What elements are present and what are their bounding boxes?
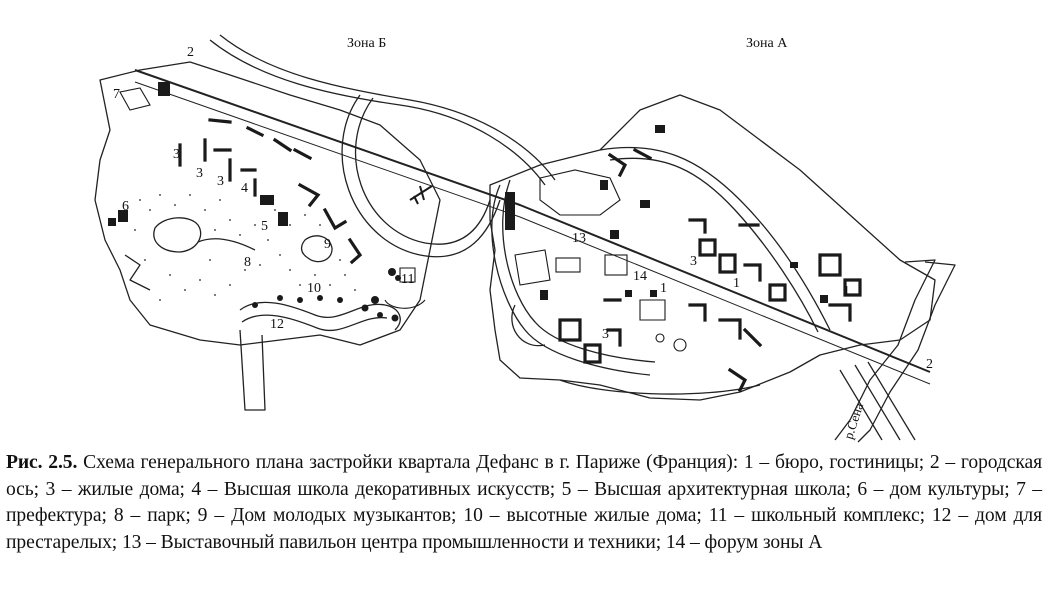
marker-housing-4: 3 <box>690 254 697 269</box>
marker-arts-school: 4 <box>241 181 248 196</box>
marker-school-complex: 11 <box>401 272 415 287</box>
marker-architecture-school: 5 <box>261 219 268 234</box>
marker-offices-2: 1 <box>733 276 740 291</box>
marker-housing-3: 3 <box>217 174 224 189</box>
marker-axis-west: 2 <box>187 45 194 60</box>
marker-exhibition-pavilion: 13 <box>572 231 586 246</box>
marker-housing-5: 3 <box>602 327 609 342</box>
marker-highrise-housing: 10 <box>307 281 321 296</box>
river-label: р.Сена <box>840 401 867 441</box>
marker-offices-3: 1 <box>843 284 850 299</box>
marker-culture-house: 6 <box>122 199 129 214</box>
zone-b-label: Зона Б <box>347 36 387 51</box>
figure-caption-text: Схема генерального плана застройки квартала Дефанс в г. Париже (Франция): 1 – бюро, гостиницы; 2 – городская ось; 3 – жилые дома; 4 – Высшая школа декоративных искусств; 5 – Высшая архитектурная школа; 6 – дом культуры; 7 – префектура; 8 – парк; 9 – Дом молодых музыкантов; 10 – высотные жилые дома; 11 – школьный комплекс; 12 – дом для престарелых; 13 – Выставочный павильон центра промышленности и техники; 14 – форум зоны А <box>6 452 1042 553</box>
zone-a-label: Зона А <box>746 36 788 51</box>
figure-caption <box>6 450 1042 556</box>
marker-musicians-house: 9 <box>324 237 331 252</box>
marker-housing-2: 3 <box>196 166 203 181</box>
marker-park: 8 <box>244 255 251 270</box>
airplane-icon <box>410 186 432 204</box>
marker-offices-1: 1 <box>660 281 667 296</box>
marker-elderly-house: 12 <box>270 317 284 332</box>
figure-number: Рис. 2.5. <box>6 452 78 473</box>
marker-prefecture: 7 <box>113 87 120 102</box>
city-axis <box>135 70 930 372</box>
zone-a-outline <box>490 95 935 400</box>
pond <box>154 218 201 252</box>
marker-axis-east: 2 <box>926 357 933 372</box>
marker-housing-1: 3 <box>173 147 180 162</box>
marker-forum: 14 <box>633 269 647 284</box>
